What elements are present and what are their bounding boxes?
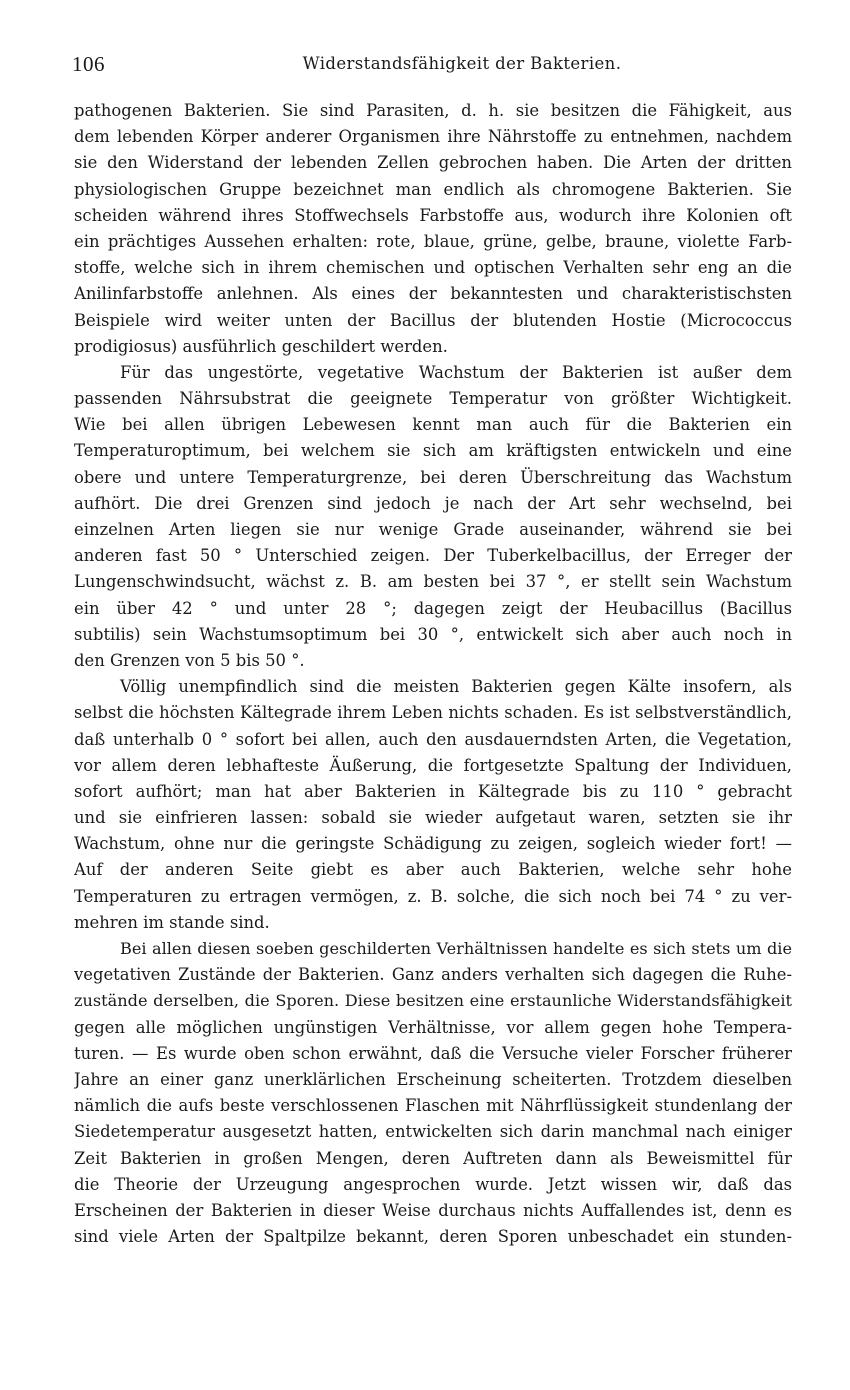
text-line: Wachstum, ohne nur die geringste Schädigung zu zeigen, sogleich wieder fort! — bbox=[74, 834, 792, 854]
text-line: subtilis) sein Wachstumsoptimum bei 30 °, entwickelt sich aber auch noch in bbox=[74, 624, 792, 644]
text-line: dem lebenden Körper anderer Organismen ihre Nährstoffe zu entnehmen, nachdem bbox=[74, 127, 792, 147]
text-line: selbst die höchsten Kältegrade ihrem Leben nichts schaden. Es ist selbstverständlich, bbox=[74, 703, 792, 723]
text-line: Wie bei allen übrigen Lebewesen kennt man auch für die Bakterien ein bbox=[74, 415, 792, 435]
text-line: Zeit Bakterien in großen Mengen, deren Auftreten dann als Beweismittel für bbox=[74, 1148, 792, 1168]
text-line: Temperaturen zu ertragen vermögen, z. B. solche, die sich noch bei 74 ° zu ver- bbox=[74, 886, 792, 906]
text-line: einzelnen Arten liegen sie nur wenige Grade auseinander, während sie bei bbox=[74, 520, 792, 539]
text-line: Temperaturoptimum, bei welchem sie sich am kräftigsten entwickeln und eine bbox=[74, 441, 792, 461]
running-title: Widerstandsfähigkeit der Bakterien. bbox=[302, 54, 622, 73]
text-line: obere und untere Temperaturgrenze, bei deren Überschreitung das Wachstum bbox=[74, 467, 792, 487]
text-line: Auf der anderen Seite giebt es aber auch Bakterien, welche sehr hohe bbox=[74, 860, 792, 880]
text-line: sie den Widerstand der lebenden Zellen gebrochen haben. Die Arten der dritten bbox=[74, 153, 792, 173]
text-line: pathogenen Bakterien. Sie sind Parasiten, d. h. sie besitzen die Fähigkeit, aus bbox=[74, 101, 792, 120]
text-line: sofort aufhört; man hat aber Bakterien in Kältegrade bis zu 110 ° gebracht bbox=[74, 781, 792, 801]
page-header bbox=[72, 52, 794, 86]
text-line: zustände derselben, die Sporen. Diese besitzen eine erstaunliche Widerstandsfähigkeit bbox=[74, 991, 792, 1011]
text-line: gegen alle möglichen ungünstigen Verhältnisse, vor allem gegen hohe Tempera- bbox=[74, 1017, 792, 1037]
text-line: mehren im stande sind. bbox=[74, 912, 270, 932]
text-line: scheiden während ihres Stoffwechsels Farbstoffe aus, wodurch ihre Kolonien oft bbox=[74, 205, 792, 225]
text-line: Bei allen diesen soeben geschilderten Verhältnissen handelte es sich stets um die bbox=[120, 939, 792, 958]
text-line: nämlich die aufs beste verschlossenen Flaschen mit Nährflüssigkeit stundenlang der bbox=[74, 1096, 792, 1116]
text-line: Erscheinen der Bakterien in dieser Weise durchaus nichts Auffallendes ist, denn es bbox=[74, 1200, 792, 1220]
text-line: die Theorie der Urzeugung angesprochen wurde. Jetzt wissen wir, daß das bbox=[74, 1174, 792, 1194]
text-line: Beispiele wird weiter unten der Bacillus der blutenden Hostie (Micrococcus bbox=[74, 310, 792, 330]
text-line: Völlig unempfindlich sind die meisten Bakterien gegen Kälte insofern, als bbox=[120, 677, 792, 697]
text-line: Anilinfarbstoffe anlehnen. Als eines der bekanntesten und charakteristischsten bbox=[74, 284, 792, 304]
text-line: Für das ungestörte, vegetative Wachstum der Bakterien ist außer dem bbox=[120, 362, 792, 382]
text-line: vegetativen Zustände der Bakterien. Ganz anders verhalten sich dagegen die Ruhe- bbox=[74, 965, 792, 985]
text-line: anderen fast 50 ° Unterschied zeigen. Der Tuberkelbacillus, der Erreger der bbox=[74, 546, 792, 566]
text-line: passenden Nährsubstrat die geeignete Temperatur von größter Wichtigkeit. bbox=[74, 389, 792, 409]
text-line: vor allem deren lebhafteste Äußerung, die fortgesetzte Spaltung der Individuen, bbox=[74, 755, 792, 775]
text-line: ein über 42 ° und unter 28 °; dagegen zeigt der Heubacillus (Bacillus bbox=[74, 598, 792, 618]
text-line: turen. — Es wurde oben schon erwähnt, daß die Versuche vieler Forscher früherer bbox=[74, 1043, 792, 1063]
text-line: ein prächtiges Aussehen erhalten: rote, blaue, grüne, gelbe, braune, violette Farb- bbox=[74, 231, 792, 251]
paragraph bbox=[74, 360, 792, 674]
text-line: stoffe, welche sich in ihrem chemischen und optischen Verhalten sehr eng an die bbox=[74, 258, 792, 278]
body-text bbox=[74, 98, 792, 1358]
text-line: daß unterhalb 0 ° sofort bei allen, auch den ausdauerndsten Arten, die Vegetation, bbox=[74, 729, 792, 749]
paragraph bbox=[74, 674, 792, 936]
text-line: prodigiosus) ausführlich geschildert werden. bbox=[74, 336, 448, 356]
text-line: den Grenzen von 5 bis 50 °. bbox=[74, 650, 305, 670]
text-line: Lungenschwindsucht, wächst z. B. am besten bei 37 °, er stellt sein Wachstum bbox=[74, 572, 792, 592]
paragraph bbox=[74, 98, 792, 360]
text-line: aufhört. Die drei Grenzen sind jedoch je nach der Art sehr wechselnd, bei bbox=[74, 493, 792, 513]
text-line: sind viele Arten der Spaltpilze bekannt, deren Sporen unbeschadet ein stunden- bbox=[74, 1227, 792, 1247]
text-line: und sie einfrieren lassen: sobald sie wieder aufgetaut waren, setzten sie ihr bbox=[74, 808, 792, 828]
text-line: Siedetemperatur ausgesetzt hatten, entwickelten sich darin manchmal nach einiger bbox=[74, 1122, 792, 1142]
text-line: Jahre an einer ganz unerklärlichen Erscheinung scheiterten. Trotzdem dieselben bbox=[74, 1069, 792, 1089]
paragraph bbox=[74, 936, 792, 1250]
page-number: 106 bbox=[72, 52, 105, 76]
text-line: physiologischen Gruppe bezeichnet man endlich als chromogene Bakterien. Sie bbox=[74, 179, 792, 199]
